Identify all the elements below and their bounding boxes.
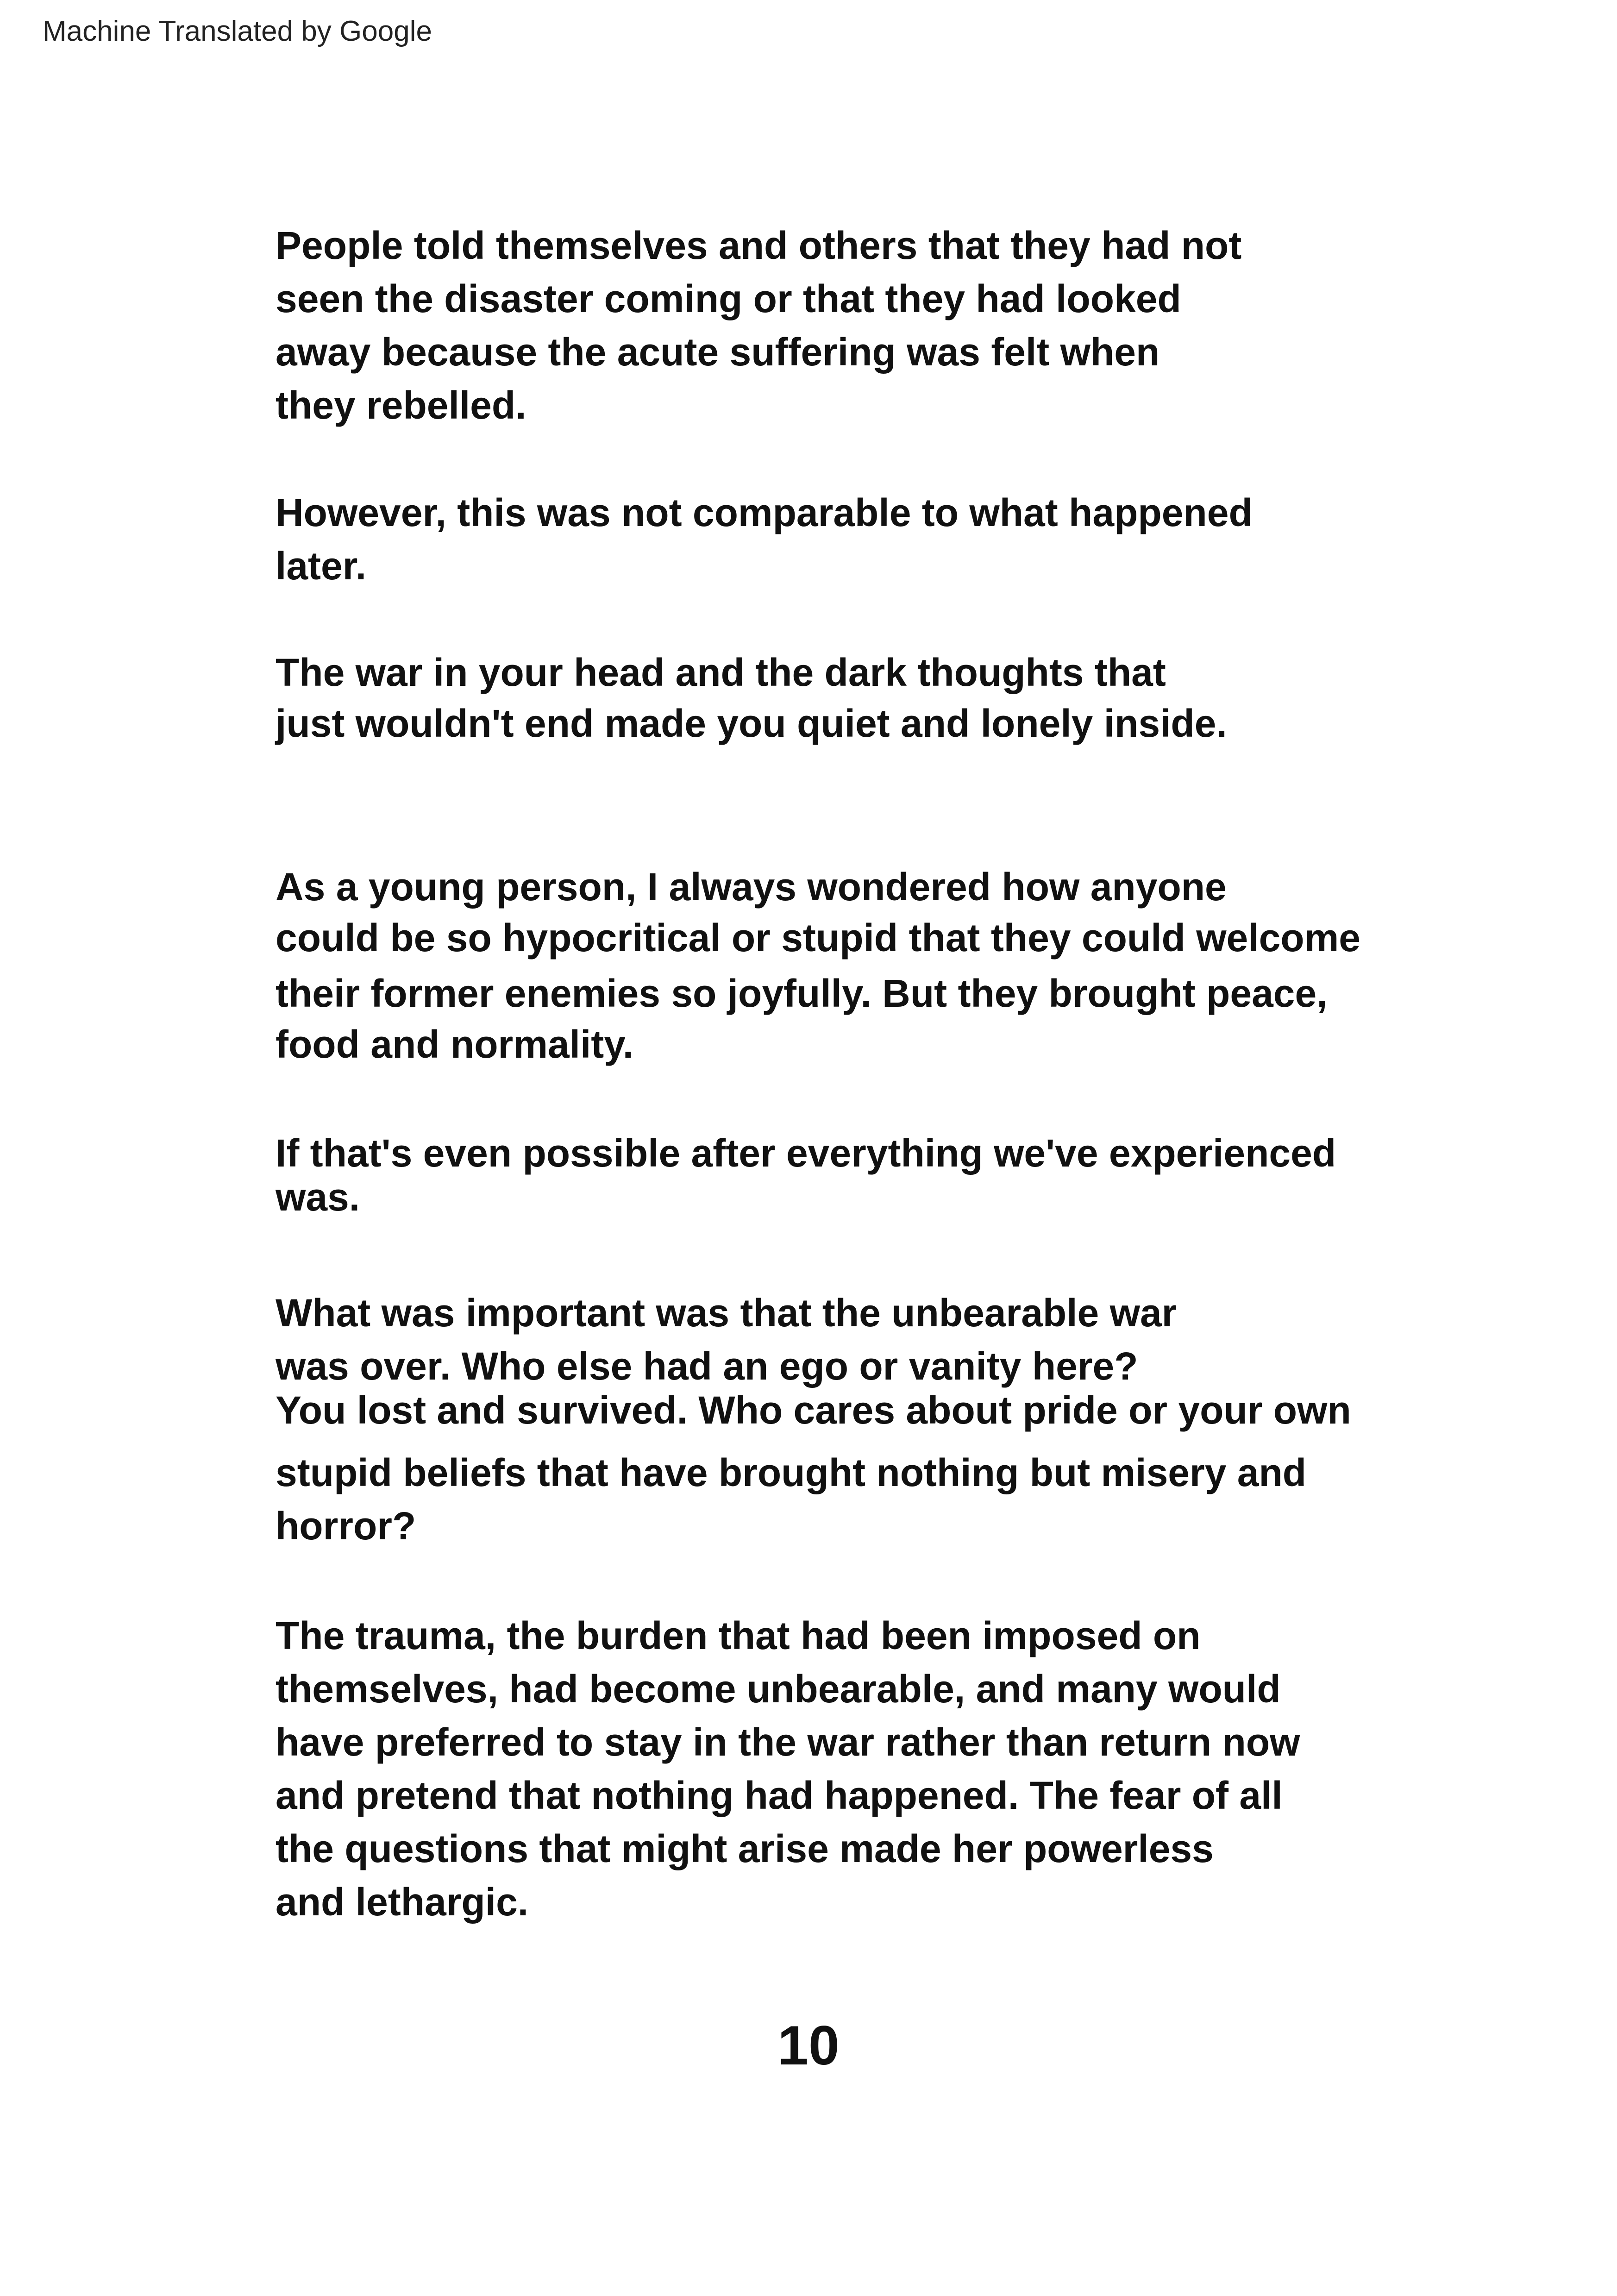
text-line: stupid beliefs that have brought nothing but misery and [276,1451,1307,1494]
text-line: later. [276,544,367,588]
text-line: the questions that might arise made her powerless [276,1827,1214,1870]
text-line: food and normality. [276,1023,634,1066]
text-line: and pretend that nothing had happened. The fear of all [276,1774,1283,1817]
text-line: just wouldn't end made you quiet and lonely inside. [276,702,1227,745]
text-line: and lethargic. [276,1880,529,1924]
text-line: themselves, had become unbearable, and many would [276,1667,1281,1711]
text-line: their former enemies so joyfully. But they brought peace, [276,972,1328,1015]
text-line: The war in your head and the dark thoughts that [276,651,1166,694]
text-line: away because the acute suffering was felt when [276,330,1160,374]
page-number: 10 [777,2014,840,2076]
text-line: they rebelled. [276,383,526,427]
text-line: The trauma, the burden that had been imposed on [276,1614,1201,1657]
text-line: was over. Who else had an ego or vanity here? [276,1344,1138,1388]
text-line: However, this was not comparable to what happened [276,491,1253,534]
text-line: You lost and survived. Who cares about pride or your own [276,1388,1351,1432]
text-line: was. [276,1175,360,1219]
text-line: As a young person, I always wondered how anyone [276,865,1227,909]
text-line: horror? [276,1504,416,1548]
text-line: What was important was that the unbearable war [276,1291,1177,1335]
text-line: could be so hypocritical or stupid that they could welcome [276,916,1361,960]
text-line: If that's even possible after everything we've experienced [276,1131,1336,1175]
machine-translation-note: Machine Translated by Google [43,15,432,47]
text-line: People told themselves and others that they had not [276,224,1242,267]
text-line: have preferred to stay in the war rather than return now [276,1720,1300,1764]
text-line: seen the disaster coming or that they had looked [276,277,1181,320]
